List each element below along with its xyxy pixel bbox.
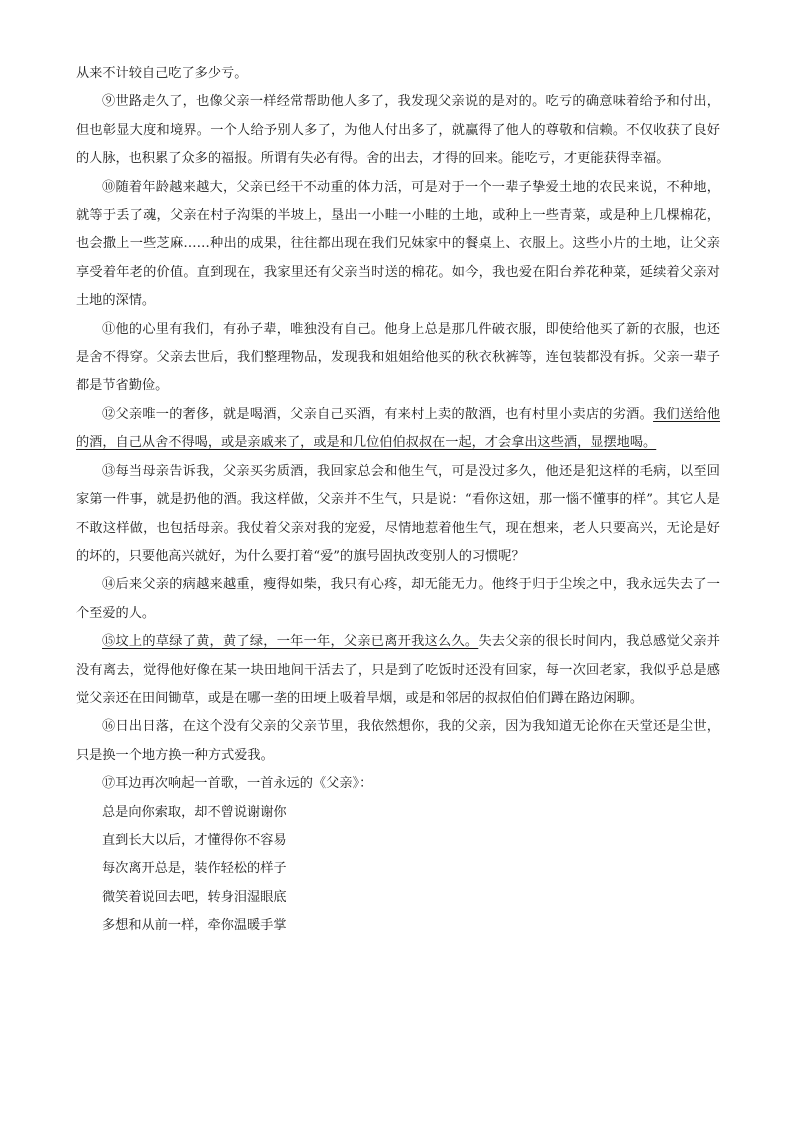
poem-line-4: 微笑着说回去吧，转身泪湿眼底 [102,889,287,905]
paragraph-15-underlined: ⑮坟上的草绿了黄，黄了绿，一年一年，父亲已离开我这么久。 [102,634,479,650]
poem-line-2: 直到长大以后，才懂得你不容易 [102,832,287,848]
poem-line-5: 多想和从前一样，牵你温暖手掌 [102,918,287,934]
document-page [76,60,720,941]
paragraph-12-underlined: 我们送给他的酒，自己从舍不得喝，或是亲戚来了，或是和几位伯伯叔叔在一起，才会拿出这些酒，显摆地喝。 [76,406,721,451]
paragraph-13: ⑬每当母亲告诉我，父亲买劣质酒，我回家总会和他生气，可是没过多久，他还是犯这样的毛病，以至回家第一件事，就是扔他的酒。我这样做，父亲并不生气，只是说：“看你这妞，那一惱不懂事的样”。其它人是不敢这样做，也包括母亲。我仗着父亲对我的宠爱，尽情地惹着他生气，现在想来，老人只要高兴，无论是好的坏的，只要他高兴就好，为什么要打着“爱”的旗号固执改变别人的习惯呢？ [76,463,720,564]
paragraph-15-text: 失去父亲的很长时间内，我总感觉父亲并没有离去，觉得他好像在某一块田地间干活去了，只是到了吃饭时还没有回家，每一次回老家，我似乎总是感觉父亲还在田间锄草，或是在哪一垄的田埂上吸着旱烟，或是和邻居的叔叔伯伯们蹲在路边闲聊。 [76,634,720,706]
poem-block [76,799,720,941]
paragraph-12 [76,401,720,458]
paragraph-11: ⑪他的心里有我们，有孙子辈，唯独没有自己。他身上总是那几件破衣服，即使给他买了新的衣服，也还是舍不得穿。父亲去世后，我们整理物品，发现我和姐姐给他买的秋衣秋裤等，连包装都没有拆。父亲一辈子都是节省勤俭。 [76,321,720,394]
paragraph-14: ⑭后来父亲的病越来越重，瘦得如柴，我只有心疼，却无能无力。他终于归于尘埃之中，我永远失去了一个至爱的人。 [76,577,720,621]
poem-line-3: 每次离开总是，装作轻松的样子 [102,861,287,877]
paragraph-15 [76,628,720,713]
paragraph-17: ⑰耳边再次响起一首歌，一首永远的《父亲》： [102,776,373,792]
poem-line-1: 总是向你索取，却不曾说谢谢你 [102,804,287,820]
paragraph-10: ⑩随着年龄越来越大，父亲已经干不动重的体力活，可是对于一个一辈子挚爱土地的农民来说，不种地，就等于丢了魂，父亲在村子沟渠的半坡上，垦出一小畦一小畦的土地，或种上一些青菜，或是种上几棵棉花，也会撒上一些芝麻……种出的成果，往往都出现在我们兄妹家中的餐桌上、衣服上。这些小片的土地，让父亲享受着年老的价值。直到现在，我家里还有父亲当时送的棉花。如今，我也爱在阳台养花种菜，延续着父亲对土地的深情。 [76,179,720,309]
paragraph-16: ⑯日出日落，在这个没有父亲的父亲节里，我依然想你，我的父亲，因为我知道无论你在天堂还是尘世，只是换一个地方换一种方式爱我。 [76,719,720,763]
paragraph-0: 从来不计较自己吃了多少亏。 [76,66,248,81]
paragraph-9: ⑨世路走久了，也像父亲一样经常帮助他人多了，我发现父亲说的是对的。吃亏的确意味着给予和付出，但也彰显大度和境界。一个人给予别人多了，为他人付出多了，就赢得了他人的尊敬和信赖。不仅收获了良好的人脉，也积累了众多的福报。所谓有失必有得。舍的出去，才得的回来。能吃亏，才更能获得幸福。 [76,94,720,167]
paragraph-12-text: ⑫父亲唯一的奢侈，就是喝酒，父亲自己买酒，有来村上卖的散酒，也有村里小卖店的劣酒。 [102,406,654,422]
